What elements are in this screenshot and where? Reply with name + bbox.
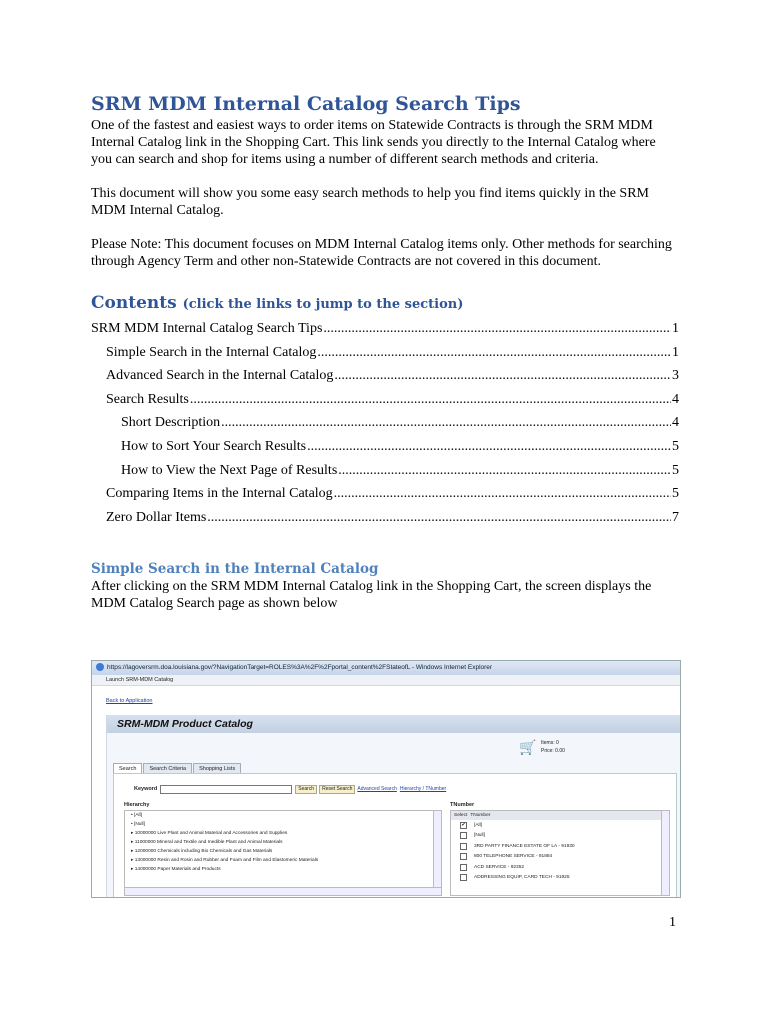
document-body — [91, 92, 679, 612]
page-number: 1 — [669, 915, 676, 930]
section-paragraph: After clicking on the SRM MDM Internal Catalog link in the Shopping Cart, the screen displays the MDM Catalog Search page as shown below — [91, 579, 652, 612]
intro-paragraph-2: This document will show you some easy search methods to help you find items quickly in the SRM MDM Internal Catalog. — [91, 186, 649, 218]
hierarchy-item[interactable]: ▸ 13000000 Resin and Rosin and Rubber and Foam and Film and Elastomeric Materials — [131, 858, 319, 863]
cart-price: Price: 0.00 — [541, 748, 565, 754]
select-checkbox[interactable] — [460, 874, 467, 881]
tnumber-label-text: ADDRESSING EQUIP, CARD TECH - 91925 — [474, 875, 570, 881]
tab-search[interactable]: Search — [113, 763, 142, 773]
toc-entry[interactable] — [91, 411, 679, 435]
toc-leader-dots — [338, 459, 671, 483]
table-of-contents — [91, 317, 679, 529]
keyword-row — [134, 784, 449, 794]
back-to-application-link[interactable]: Back to Application — [106, 698, 153, 704]
keyword-label: Keyword — [134, 786, 158, 792]
cart-items: Items: 0 — [541, 740, 559, 746]
toc-entry-page: 4 — [672, 391, 679, 407]
tnumber-row — [451, 820, 669, 831]
hierarchy-scrollbar[interactable] — [433, 811, 441, 895]
document-title: SRM MDM Internal Catalog Search Tips — [91, 93, 521, 115]
tab-shopping-lists[interactable]: Shopping Lists — [193, 763, 241, 773]
section-heading: Simple Search in the Internal Catalog — [91, 561, 379, 578]
toc-leader-dots — [190, 388, 671, 412]
ie-icon — [96, 663, 104, 671]
contents-heading — [91, 292, 679, 316]
toc-entry-label: Search Results — [106, 391, 189, 407]
toc-leader-dots — [307, 435, 671, 459]
toc-entry-label: How to View the Next Page of Results — [121, 462, 338, 478]
toc-entry[interactable] — [91, 482, 679, 506]
hierarchy-item[interactable]: ▸ 11000000 Mineral and Textile and Inedible Plant and Animal Materials — [131, 840, 283, 845]
toc-entry-page: 1 — [672, 321, 679, 336]
intro-paragraph-3: Please Note: This document focuses on MDM Internal Catalog items only. Other methods for searching through Agency Term and other non-Statewide Contracts are not covered in this document. — [91, 237, 672, 269]
toc-leader-dots — [317, 341, 671, 365]
toc-entry-page: 3 — [672, 368, 679, 384]
toc-entry-label: Short Description — [121, 415, 221, 431]
toc-entry[interactable] — [91, 435, 679, 459]
tnumber-label: TNumber — [450, 802, 475, 808]
toc-entry-page: 4 — [672, 415, 679, 431]
cart-summary[interactable] — [519, 737, 579, 757]
catalog-tabs — [113, 763, 242, 773]
toc-leader-dots — [334, 364, 671, 388]
toc-entry[interactable] — [91, 364, 679, 388]
toc-entry[interactable] — [91, 341, 679, 365]
window-title: https://lagoversrm.doa.louisiana.gov/?NavigationTarget=ROLES%3A%2F%2Fportal_content%2FStateofL - Windows Internet Explorer — [107, 664, 493, 671]
tnumber-list[interactable] — [450, 810, 670, 896]
toc-entry[interactable] — [91, 506, 679, 530]
toc-entry[interactable] — [91, 459, 679, 483]
hierarchy-item[interactable]: ▸ 10000000 Live Plant and Animal Material and Accessories and Supplies — [131, 831, 288, 836]
tnumber-row — [451, 831, 669, 842]
contents-title: Contents — [91, 293, 177, 313]
toc-entry-page: 1 — [672, 344, 679, 360]
hierarchy-item[interactable]: ▸ 14000000 Paper Materials and Products — [131, 867, 221, 872]
toc-entry-label: Simple Search in the Internal Catalog — [106, 344, 317, 360]
select-checkbox[interactable] — [460, 832, 467, 839]
hierarchy-tnumber-link[interactable]: Hierarchy / TNumber — [399, 786, 447, 792]
select-checkbox[interactable]: ✔ — [461, 821, 466, 828]
catalog-title: SRM-MDM Product Catalog — [107, 715, 681, 733]
search-panel — [113, 773, 677, 898]
browser-title-bar — [92, 661, 680, 675]
search-button[interactable]: Search — [295, 785, 317, 794]
tnumber-column-header: TNumber — [470, 813, 491, 818]
tnumber-label-text: [Null] — [474, 833, 485, 839]
toc-leader-dots — [207, 506, 671, 530]
toc-entry[interactable] — [91, 388, 679, 412]
toc-leader-dots — [334, 482, 671, 506]
tnumber-row — [451, 852, 669, 863]
toc-entry-page: 5 — [672, 438, 679, 454]
toc-entry-page: 5 — [672, 462, 679, 478]
tnumber-row — [451, 862, 669, 873]
tnumber-list-header — [451, 811, 669, 820]
reset-search-button[interactable]: Reset Search — [319, 785, 355, 794]
hierarchy-item[interactable]: • [Null] — [131, 822, 145, 827]
toc-entry-page: 5 — [672, 486, 679, 502]
tnumber-row — [451, 841, 669, 852]
catalog-portal — [106, 715, 681, 897]
hierarchy-list[interactable] — [124, 810, 442, 896]
tnumber-scrollbar[interactable] — [661, 811, 669, 895]
toc-entry-label: Comparing Items in the Internal Catalog — [106, 486, 333, 502]
hierarchy-item[interactable]: ▸ 12000000 Chemicals including Bio Chemicals and Gas Materials — [131, 849, 273, 854]
tab-search-criteria[interactable]: Search Criteria — [143, 763, 192, 773]
catalog-screenshot — [91, 660, 681, 898]
select-checkbox[interactable] — [460, 853, 467, 860]
toc-entry-label: Zero Dollar Items — [106, 509, 207, 525]
cart-icon: 🛒 — [519, 739, 537, 755]
tnumber-label-text: 800 TELEPHONE SERVICE - 91884 — [474, 854, 553, 860]
tnumber-label-text: ACD SERVICE - 92352 — [474, 864, 525, 870]
tnumber-label-text: 3RD PARTY FINANCE ESTATE OF LA - 91930 — [474, 843, 575, 849]
toc-entry-label: Advanced Search in the Internal Catalog — [106, 368, 334, 384]
hierarchy-h-scrollbar[interactable] — [125, 887, 441, 895]
select-column-header: Select — [454, 813, 468, 818]
toc-leader-dots — [323, 317, 671, 341]
hierarchy-label: Hierarchy — [124, 802, 150, 808]
toc-entry-label: How to Sort Your Search Results — [121, 438, 307, 454]
intro-paragraph-1: One of the fastest and easiest ways to order items on Statewide Contracts is through the SRM MDM Internal Catalog link in the Shopping Cart. This link sends you directly to the Internal Catalog where you can search and shop for items using a number of different search methods and criteria. — [91, 118, 656, 167]
contents-hint: (click the links to jump to the section) — [182, 297, 464, 312]
select-checkbox[interactable] — [460, 843, 467, 850]
advanced-search-link[interactable]: Advanced Search — [357, 786, 397, 792]
tnumber-row — [451, 873, 669, 884]
keyword-input[interactable] — [160, 785, 292, 794]
tnumber-label-text: [All] — [474, 822, 482, 828]
toc-entry-label: SRM MDM Internal Catalog Search Tips — [91, 321, 323, 336]
launch-label: Launch SRM-MDM Catalog — [92, 675, 680, 686]
toc-entry-page: 7 — [672, 509, 679, 525]
toc-entry[interactable] — [91, 317, 679, 341]
hierarchy-item[interactable]: • [All] — [131, 813, 143, 818]
select-checkbox[interactable] — [460, 864, 467, 871]
toc-leader-dots — [221, 411, 671, 435]
